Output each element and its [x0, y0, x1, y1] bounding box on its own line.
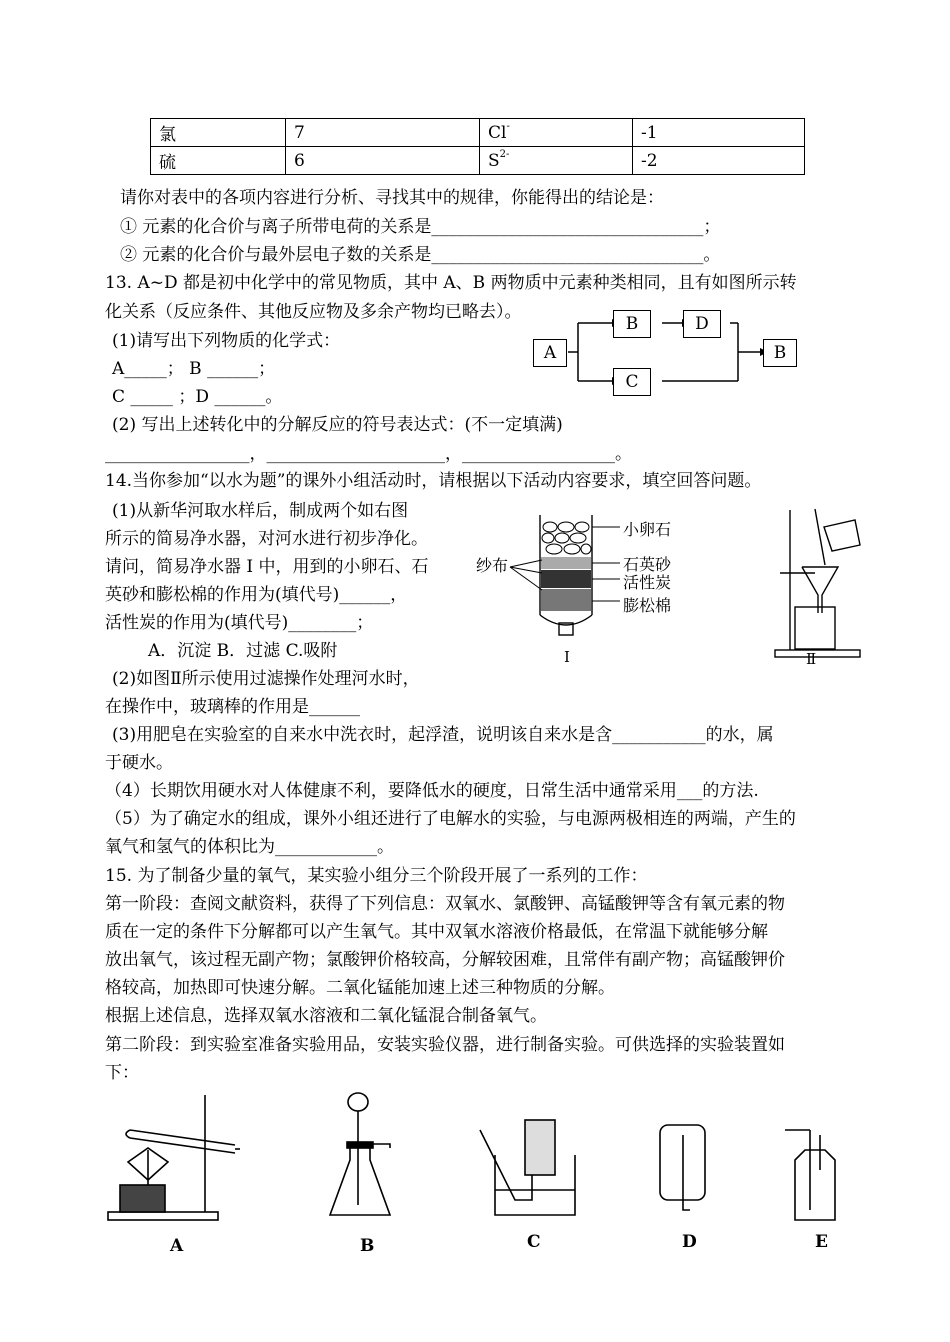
text-line: 请问，简易净水器 I 中，用到的小卵石、石	[105, 557, 429, 577]
figure-number-1: Ⅰ	[564, 648, 570, 666]
text-line: ① 元素的化合价与离子所带电荷的关系是________________________________；	[120, 217, 721, 237]
node-b: B	[613, 310, 651, 338]
text-line: 在操作中，玻璃棒的作用是______	[105, 697, 360, 717]
label-quartz: 石英砂	[623, 555, 672, 574]
apparatus-label-c: C	[527, 1232, 541, 1252]
table-cell: Cl-	[480, 119, 633, 147]
table-cell: $S^{2-}$	[480, 147, 633, 175]
label-gauze: 纱布	[476, 556, 509, 575]
question-15: 15. 为了制备少量的氧气，某实验小组分三个阶段开展了一系列的工作：	[105, 866, 648, 886]
text-line: (3)用肥皂在实验室的自来水中洗衣时，起浮渣，说明该自来水是含___________的水，属	[112, 725, 774, 745]
text-line: 质在一定的条件下分解都可以产生氧气。其中双氧水溶液价格最低，在常温下就能够分解	[105, 922, 768, 942]
text-line: 氧气和氢气的体积比为____________。	[105, 837, 394, 857]
table-cell: 氯	[151, 119, 286, 147]
label-cotton: 膨松棉	[623, 596, 672, 615]
filtration-figure	[760, 505, 870, 665]
text-line: 第一阶段：查阅文献资料，获得了下列信息：双氧水、氯酸钾、高锰酸钾等含有氧元素的物	[105, 894, 785, 914]
text-line: 于硬水。	[105, 753, 173, 773]
text-line: 放出氧气，该过程无副产物；氯酸钾价格较高，分解较困难，且常伴有副产物；高锰酸钾价	[105, 950, 785, 970]
apparatus-label-b: B	[360, 1236, 375, 1256]
apparatus-label-e: E	[815, 1232, 828, 1252]
table-cell: 硫	[151, 147, 286, 175]
text-line: (2)如图Ⅱ所示使用过滤操作处理河水时，	[112, 669, 420, 689]
text-line: (2) 写出上述转化中的分解反应的符号表达式：(不一定填满)	[112, 415, 563, 435]
node-c: C	[613, 368, 651, 396]
apparatus-label-a: A	[170, 1236, 184, 1256]
text-line: 所示的简易净水器，对河水进行初步净化。	[105, 529, 428, 549]
table-cell: -1	[633, 119, 805, 147]
text-line: ② 元素的化合价与最外层电子数的关系是________________________________。	[120, 245, 721, 265]
table-cell: 7	[286, 119, 480, 147]
apparatus-figures	[100, 1090, 880, 1230]
apparatus-label-d: D	[682, 1232, 697, 1252]
text-line: 根据上述信息，选择双氧水溶液和二氧化锰混合制备氧气。	[105, 1006, 547, 1026]
text-line: 第二阶段：到实验室准备实验用品，安装实验仪器，进行制备实验。可供选择的实验装置如	[105, 1035, 785, 1055]
text-line: （4）长期饮用硬水对人体健康不利，要降低水的硬度，日常生活中通常采用___的方法.	[105, 781, 759, 801]
text-line: （5）为了确定水的组成，课外小组还进行了电解水的实验，与电源两极相连的两端，产生的	[105, 809, 796, 829]
options: A．沉淀 B．过滤 C.吸附	[148, 641, 338, 661]
node-d: D	[683, 310, 721, 338]
figure-number-2: Ⅱ	[806, 650, 817, 668]
text-line: C _____ ；D ______。	[112, 387, 283, 407]
table-row	[151, 119, 805, 147]
ion-table	[150, 118, 805, 175]
table-row	[151, 147, 805, 175]
label-pebble: 小卵石	[623, 520, 672, 539]
text-line: A_____； B ______；	[112, 359, 276, 379]
text-line: _________________，_____________________，__________________。	[105, 444, 632, 464]
text-line: 下：	[105, 1063, 139, 1083]
text-line: 化关系（反应条件、其他反应物及多余产物均已略去）。	[105, 302, 522, 322]
label-carbon: 活性炭	[623, 573, 672, 592]
question-13: 13. A~D 都是初中化学中的常见物质，其中 A、B 两物质中元素种类相同，且有如图所示转	[105, 273, 797, 293]
question-14: 14.当你参加“以水为题”的课外小组活动时，请根据以下活动内容要求，填空回答问题。	[105, 471, 762, 491]
text-line: 格较高，加热即可快速分解。二氧化锰能加速上述三种物质的分解。	[105, 978, 615, 998]
text-line: (1)请写出下列物质的化学式：	[112, 331, 341, 351]
table-cell: 6	[286, 147, 480, 175]
node-a: A	[533, 339, 567, 367]
text-line: (1)从新华河取水样后，制成两个如右图	[112, 501, 409, 521]
node-b2: B	[763, 339, 797, 367]
text-line: 活性炭的作用为(填代号)________；	[105, 613, 374, 633]
text-line: 请你对表中的各项内容进行分析、寻找其中的规律，你能得出的结论是：	[120, 188, 664, 208]
table-cell: -2	[633, 147, 805, 175]
text-line: 英砂和膨松棉的作用为(填代号)______，	[105, 585, 408, 605]
